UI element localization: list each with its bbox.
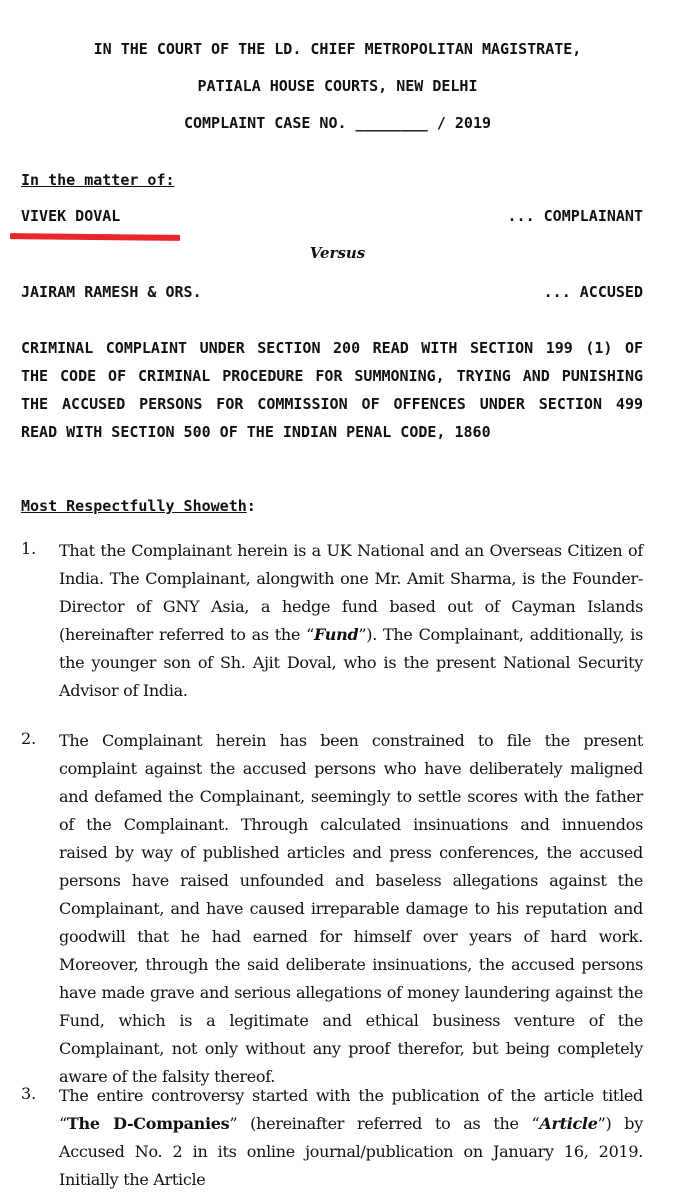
court-location: PATIALA HOUSE COURTS, NEW DELHI xyxy=(197,77,478,95)
case-number: COMPLAINT CASE NO. ________ / 2019 xyxy=(183,114,492,132)
showeth-label: Most Respectfully Showeth xyxy=(21,497,247,515)
article-title: The D-Companies xyxy=(66,1114,230,1133)
paragraph-text: The entire controversy started with the publication of the article titled “ xyxy=(59,1086,643,1133)
accused-role: ... ACCUSED xyxy=(543,283,643,301)
red-underline-mark xyxy=(10,233,180,241)
showeth-colon: : xyxy=(246,497,256,515)
paragraph-3 xyxy=(59,1082,643,1194)
accused-name: JAIRAM RAMESH & ORS. xyxy=(21,283,202,301)
paragraph-text: That the Complainant herein is a UK National and an Overseas Citizen of India. The Complainant, alongwith one Mr. Amit Sharma, is the Founder-Director of GNY Asia, a hedge fund based out of Cayman Islands (hereinafter referred to as the “ xyxy=(59,541,643,644)
versus-label: Versus xyxy=(309,244,366,262)
complainant-role: ... COMPLAINANT xyxy=(507,207,643,225)
paragraph-2: The Complainant herein has been constrained to file the present complaint against the accused persons who have deliberately maligned and defamed the Complainant, seemingly to settle scores with the father of the Complainant. Through calculated insinuations and innuendos raised by way of published articles and press conferences, the accused persons have raised unfounded and baseless allegations against the Complainant, and have caused irreparable damage to his reputation and goodwill that he had earned for himself over years of hard work. Moreover, through the said deliberate insinuations, the accused persons have made grave and serious allegations of money laundering against the Fund, which is a legitimate and ethical business venture of the Complainant, not only without any proof therefor, but being completely aware of the falsity thereof. xyxy=(59,731,643,1086)
paragraph-number: 1. xyxy=(21,539,37,558)
matter-label: In the matter of: xyxy=(21,171,175,189)
paragraph-number: 3. xyxy=(21,1084,37,1103)
paragraph-number: 2. xyxy=(21,729,37,748)
defined-term-article: Article xyxy=(539,1114,598,1133)
complainant-name: VIVEK DOVAL xyxy=(21,207,121,225)
court-title: IN THE COURT OF THE LD. CHIEF METROPOLITAN MAGISTRATE, xyxy=(93,40,582,58)
showeth-heading xyxy=(21,497,256,515)
paragraph-1 xyxy=(59,537,643,705)
defined-term-fund: Fund xyxy=(314,625,359,644)
complaint-subject: CRIMINAL COMPLAINT UNDER SECTION 200 READ WITH SECTION 199 (1) OF THE CODE OF CRIMINAL PROCEDURE FOR SUMMONING, TRYING AND PUNISHING THE ACCUSED PERSONS FOR COMMISSION OF OFFENCES UNDER SECTION 499 READ WITH SECTION 500 OF THE INDIAN PENAL CODE, 1860 xyxy=(21,339,643,441)
paragraph-text: ” (hereinafter referred to as the “ xyxy=(229,1114,540,1133)
paragraph-text: ”) by Accused No. 2 in its online journal/publication on January 16, 2019. Initially the Article xyxy=(59,1114,643,1189)
paragraph-text: ”). The Complainant, additionally, is the younger son of Sh. Ajit Doval, who is the present National Security Advisor of India. xyxy=(59,625,643,700)
